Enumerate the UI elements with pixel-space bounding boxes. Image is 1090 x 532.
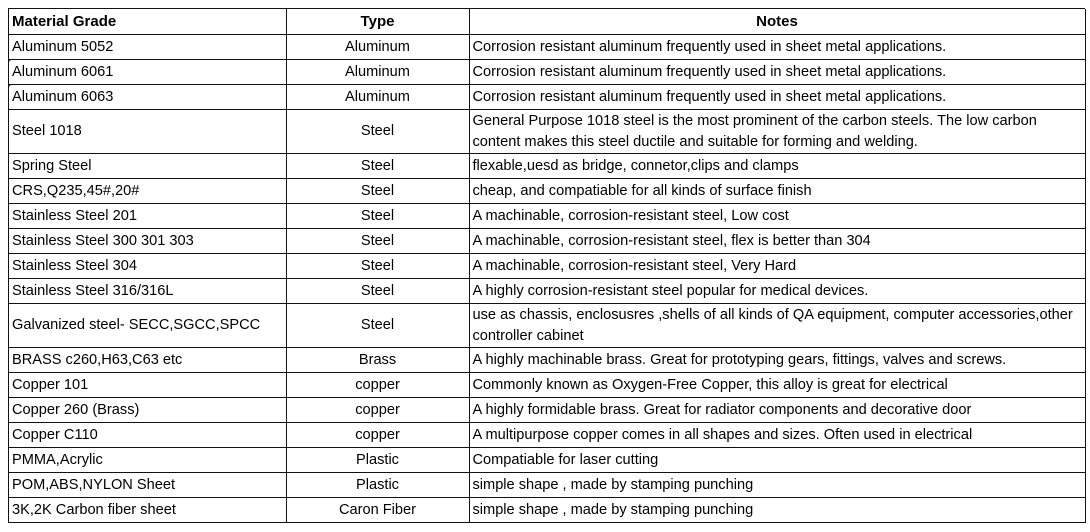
- type-cell[interactable]: Steel: [286, 229, 469, 254]
- material-cell[interactable]: Stainless Steel 300 301 303: [9, 229, 286, 254]
- type-cell[interactable]: Plastic: [286, 473, 469, 498]
- material-cell[interactable]: Aluminum 6063: [9, 85, 286, 110]
- material-cell[interactable]: Stainless Steel 316/316L: [9, 279, 286, 304]
- table-row: [9, 60, 1085, 85]
- notes-cell[interactable]: A highly corrosion-resistant steel popular for medical devices.: [469, 279, 1085, 304]
- material-cell[interactable]: CRS,Q235,45#,20#: [9, 179, 286, 204]
- table-row: [9, 179, 1085, 204]
- material-cell[interactable]: Steel 1018: [9, 110, 286, 154]
- material-cell[interactable]: Copper 101: [9, 373, 286, 398]
- table-row: [9, 254, 1085, 279]
- type-cell[interactable]: Steel: [286, 154, 469, 179]
- material-cell[interactable]: Stainless Steel 201: [9, 204, 286, 229]
- notes-cell[interactable]: A highly machinable brass. Great for prototyping gears, fittings, valves and screws.: [469, 348, 1085, 373]
- table-row: [9, 304, 1085, 348]
- notes-cell[interactable]: A machinable, corrosion-resistant steel, Low cost: [469, 204, 1085, 229]
- type-cell[interactable]: Steel: [286, 304, 469, 348]
- table-row: [9, 473, 1085, 498]
- material-cell[interactable]: POM,ABS,NYLON Sheet: [9, 473, 286, 498]
- type-cell[interactable]: Brass: [286, 348, 469, 373]
- table-row: [9, 154, 1085, 179]
- material-cell[interactable]: BRASS c260,H63,C63 etc: [9, 348, 286, 373]
- materials-table: [9, 9, 1086, 523]
- notes-cell[interactable]: A highly formidable brass. Great for radiator components and decorative door: [469, 398, 1085, 423]
- type-cell[interactable]: Steel: [286, 254, 469, 279]
- table-row: [9, 348, 1085, 373]
- table-row: [9, 423, 1085, 448]
- type-cell[interactable]: Steel: [286, 179, 469, 204]
- table-row: [9, 85, 1085, 110]
- material-cell[interactable]: Galvanized steel- SECC,SGCC,SPCC: [9, 304, 286, 348]
- type-cell[interactable]: Aluminum: [286, 35, 469, 60]
- header-material-grade[interactable]: Material Grade: [9, 9, 286, 35]
- notes-cell[interactable]: General Purpose 1018 steel is the most prominent of the carbon steels. The low carbon content makes this steel ductile and suitable for forming and welding.: [469, 110, 1085, 154]
- table-row: [9, 498, 1085, 523]
- table-row: [9, 398, 1085, 423]
- type-cell[interactable]: Steel: [286, 110, 469, 154]
- notes-cell[interactable]: A machinable, corrosion-resistant steel, flex is better than 304: [469, 229, 1085, 254]
- material-cell[interactable]: Stainless Steel 304: [9, 254, 286, 279]
- notes-cell[interactable]: use as chassis, enclosusres ,shells of all kinds of QA equipment, computer accessories,other controller cabinet: [469, 304, 1085, 348]
- table-row: [9, 448, 1085, 473]
- type-cell[interactable]: Steel: [286, 279, 469, 304]
- type-cell[interactable]: copper: [286, 398, 469, 423]
- material-cell[interactable]: 3K,2K Carbon fiber sheet: [9, 498, 286, 523]
- notes-cell[interactable]: A multipurpose copper comes in all shapes and sizes. Often used in electrical: [469, 423, 1085, 448]
- material-cell[interactable]: Copper 260 (Brass): [9, 398, 286, 423]
- type-cell[interactable]: copper: [286, 423, 469, 448]
- table-row: [9, 110, 1085, 154]
- type-cell[interactable]: copper: [286, 373, 469, 398]
- notes-cell[interactable]: Compatiable for laser cutting: [469, 448, 1085, 473]
- notes-cell[interactable]: Corrosion resistant aluminum frequently used in sheet metal applications.: [469, 85, 1085, 110]
- material-cell[interactable]: Spring Steel: [9, 154, 286, 179]
- notes-cell[interactable]: simple shape , made by stamping punching: [469, 498, 1085, 523]
- type-cell[interactable]: Steel: [286, 204, 469, 229]
- material-cell[interactable]: PMMA,Acrylic: [9, 448, 286, 473]
- table-row: [9, 204, 1085, 229]
- table-row: [9, 35, 1085, 60]
- header-type[interactable]: Type: [286, 9, 469, 35]
- material-cell[interactable]: Aluminum 5052: [9, 35, 286, 60]
- notes-cell[interactable]: A machinable, corrosion-resistant steel, Very Hard: [469, 254, 1085, 279]
- table-row: [9, 229, 1085, 254]
- type-cell[interactable]: Plastic: [286, 448, 469, 473]
- type-cell[interactable]: Aluminum: [286, 60, 469, 85]
- notes-cell[interactable]: Corrosion resistant aluminum frequently used in sheet metal applications.: [469, 60, 1085, 85]
- table-row: [9, 373, 1085, 398]
- notes-cell[interactable]: flexable,uesd as bridge, connetor,clips and clamps: [469, 154, 1085, 179]
- materials-sheet: [8, 8, 1085, 523]
- header-notes[interactable]: Notes: [469, 9, 1085, 35]
- material-cell[interactable]: Copper C110: [9, 423, 286, 448]
- notes-cell[interactable]: cheap, and compatiable for all kinds of surface finish: [469, 179, 1085, 204]
- table-row: [9, 279, 1085, 304]
- notes-cell[interactable]: Corrosion resistant aluminum frequently used in sheet metal applications.: [469, 35, 1085, 60]
- type-cell[interactable]: Caron Fiber: [286, 498, 469, 523]
- notes-cell[interactable]: Commonly known as Oxygen-Free Copper, this alloy is great for electrical: [469, 373, 1085, 398]
- notes-cell[interactable]: simple shape , made by stamping punching: [469, 473, 1085, 498]
- type-cell[interactable]: Aluminum: [286, 85, 469, 110]
- header-row: [9, 9, 1085, 35]
- material-cell[interactable]: Aluminum 6061: [9, 60, 286, 85]
